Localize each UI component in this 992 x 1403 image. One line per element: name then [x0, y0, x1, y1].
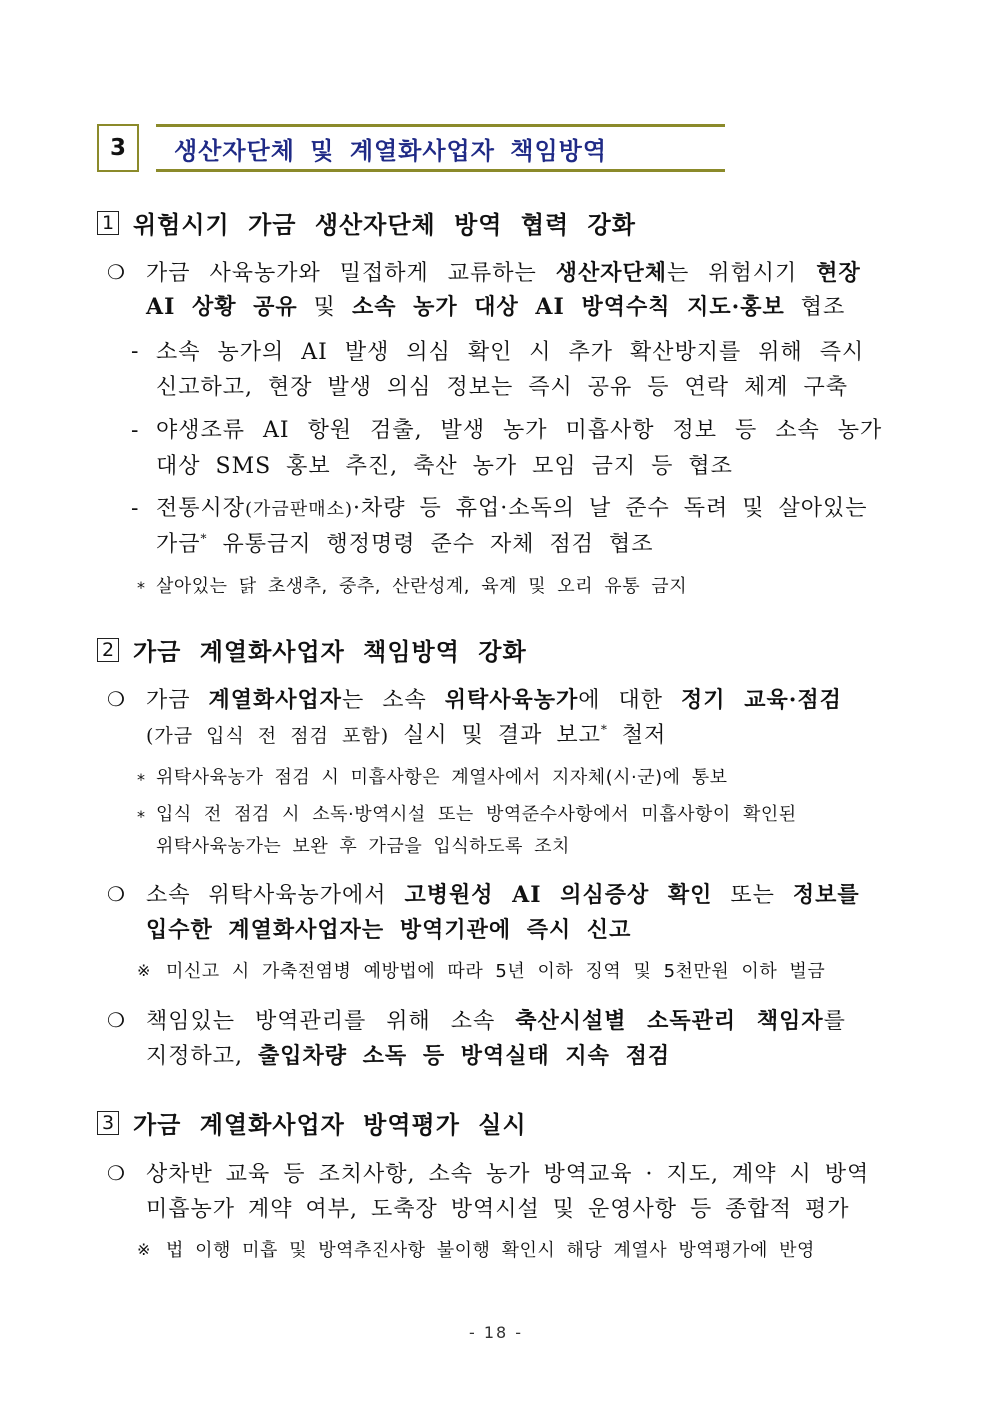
paragraph-line: 가금* 유통금지 행정명령 준수 자체 점검 협조 [156, 531, 654, 557]
subheading-number: 1 [97, 211, 119, 235]
dash-marker: - [131, 418, 139, 443]
bullet-icon: ❍ [107, 882, 125, 906]
subheading-3 [97, 1105, 527, 1140]
paragraph-line: 가금 계열화사업자는 소속 위탁사육농가에 대한 정기 교육·점검 [146, 687, 842, 713]
paragraph-line: (가금 입식 전 점검 포함) 실시 및 결과 보고* 철저 [146, 722, 667, 748]
note-marker: ※ [137, 1240, 151, 1259]
note-text: 법 이행 미흡 및 방역추진사항 불이행 확인시 해당 계열사 방역평가에 반영 [166, 1240, 815, 1261]
paragraph-line: 야생조류 AI 항원 검출, 발생 농가 미흡사항 정보 등 소속 농가 [156, 418, 883, 443]
subheading-number: 3 [97, 1111, 119, 1135]
dash-marker: - [131, 339, 139, 364]
note-marker: * [137, 578, 145, 597]
page-number: - 18 - [468, 1323, 524, 1342]
paragraph-line: 소속 위탁사육농가에서 고병원성 AI 의심증상 확인 또는 정보를 [146, 882, 860, 908]
note-marker: * [137, 807, 145, 826]
section-title-box [156, 124, 725, 172]
subheading-2 [97, 632, 527, 667]
paragraph-line: 가금 사육농가와 밀접하게 교류하는 생산자단체는 위험시기 현장 [146, 260, 861, 286]
subheading-title: 위험시기 가금 생산자단체 방역 협력 강화 [133, 210, 636, 239]
paragraph-line: 미흡농가 계약 여부, 도축장 방역시설 및 운영사항 등 종합적 평가 [146, 1197, 850, 1222]
paragraph-line: 신고하고, 현장 발생 의심 정보는 즉시 공유 등 연락 체계 구축 [156, 375, 848, 400]
subheading-title: 가금 계열화사업자 방역평가 실시 [133, 1110, 527, 1139]
section-number: 3 [97, 124, 139, 172]
note-text: 살아있는 닭 초생추, 중추, 산란성계, 육계 및 오리 유통 금지 [156, 576, 688, 597]
bullet-icon: ❍ [107, 687, 125, 711]
paragraph-line: 상차반 교육 등 조치사항, 소속 농가 방역교육 · 지도, 계약 시 방역 [146, 1162, 870, 1187]
bullet-icon: ❍ [107, 1161, 125, 1185]
paragraph-line: 대상 SMS 홍보 추진, 축산 농가 모임 금지 등 협조 [156, 454, 733, 479]
dash-marker: - [131, 496, 139, 521]
section-title: 생산자단체 및 계열화사업자 책임방역 [174, 136, 608, 165]
note-text: 위탁사육농가는 보완 후 가금을 입식하도록 조치 [156, 836, 570, 857]
subheading-1 [97, 205, 636, 240]
note-marker: * [137, 770, 145, 789]
paragraph-line: 소속 농가의 AI 발생 의심 확인 시 추가 확산방지를 위해 즉시 [156, 340, 865, 365]
note-text: 입식 전 점검 시 소독·방역시설 또는 방역준수사항에서 미흡사항이 확인된 [156, 804, 797, 825]
section-header [97, 124, 725, 176]
paragraph-line: 전통시장(가금판매소)·차량 등 휴업·소독의 날 준수 독려 및 살아있는 [156, 496, 868, 521]
bullet-icon: ❍ [107, 1008, 125, 1032]
subheading-number: 2 [97, 638, 119, 662]
bullet-icon: ❍ [107, 260, 125, 284]
paragraph-line: 책임있는 방역관리를 위해 소속 축산시설별 소독관리 책임자를 [146, 1008, 846, 1034]
paragraph-line: AI 상황 공유 및 소속 농가 대상 AI 방역수칙 지도·홍보 협조 [146, 294, 846, 320]
paragraph-line: 지정하고, 출입차량 소독 등 방역실태 지속 점검 [146, 1043, 671, 1069]
note-text: 미신고 시 가축전염병 예방법에 따라 5년 이하 징역 및 5천만원 이하 벌금 [166, 961, 826, 982]
note-text: 위탁사육농가 점검 시 미흡사항은 계열사에서 지자체(시·군)에 통보 [156, 767, 728, 788]
note-marker: ※ [137, 961, 151, 980]
paragraph-line: 입수한 계열화사업자는 방역기관에 즉시 신고 [146, 917, 632, 943]
subheading-title: 가금 계열화사업자 책임방역 강화 [133, 637, 527, 666]
